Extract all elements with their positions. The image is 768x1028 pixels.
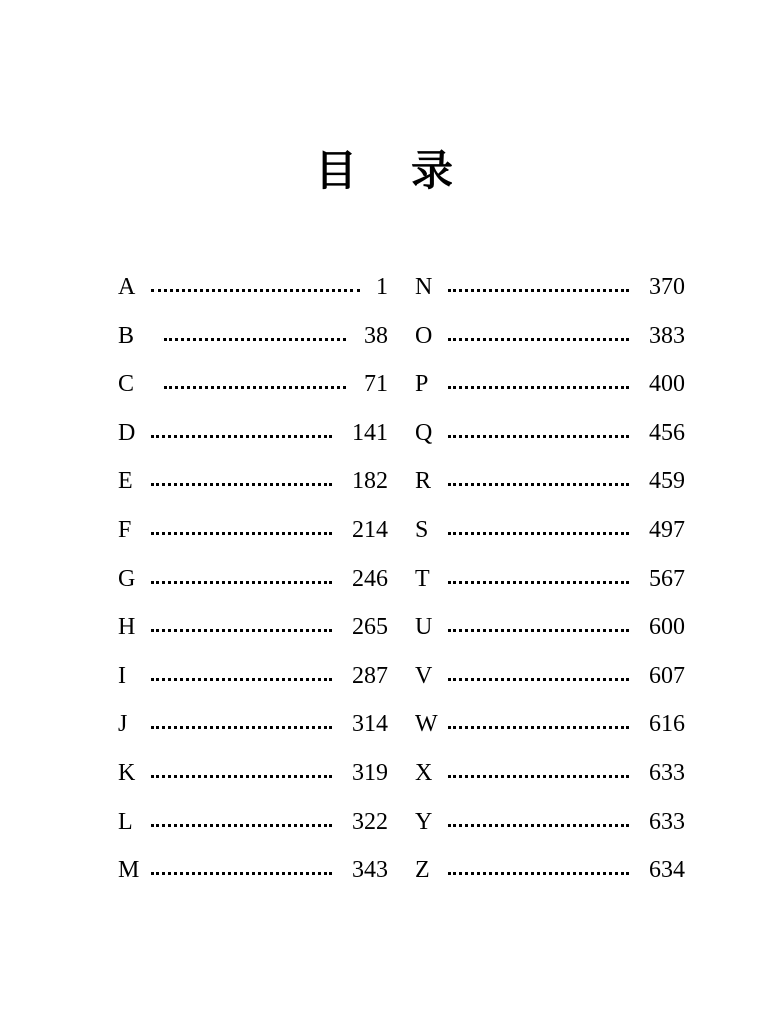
toc-entry[interactable] [118, 855, 388, 885]
toc-letter: Z [415, 857, 430, 884]
toc-entry[interactable] [415, 418, 685, 448]
toc-letter: B [118, 322, 135, 349]
dot-leader [448, 726, 629, 729]
toc-page-number: 214 [352, 517, 388, 543]
toc-page-number: 322 [352, 808, 388, 835]
toc-page-number: 607 [649, 662, 685, 689]
toc-entry[interactable] [118, 515, 388, 545]
page-title [0, 138, 768, 198]
toc-page-number: 459 [649, 468, 685, 495]
toc-page-number: 567 [649, 565, 685, 592]
toc-entry[interactable] [415, 564, 685, 594]
toc-page-number: 141 [352, 419, 388, 446]
toc-entry[interactable] [118, 564, 388, 594]
dot-leader [164, 386, 346, 389]
dot-leader [448, 289, 629, 292]
toc-entry[interactable] [415, 321, 685, 351]
dot-leader [448, 386, 629, 389]
dot-leader [151, 581, 332, 584]
toc-page-number: 616 [649, 711, 685, 738]
title-char: 录 [411, 146, 508, 195]
toc-letter: P [415, 371, 429, 398]
dot-leader [448, 629, 629, 632]
dot-leader [448, 532, 629, 535]
toc-letter: R [415, 468, 432, 495]
toc-page-number: 71 [364, 371, 388, 398]
toc-page-number: 265 [352, 614, 388, 641]
toc-entry[interactable] [118, 612, 388, 642]
dot-leader [448, 483, 629, 486]
dot-leader [151, 726, 332, 729]
toc-entry[interactable] [415, 661, 685, 691]
toc-entry[interactable] [118, 466, 388, 496]
toc-letter: G [118, 565, 136, 592]
toc-entry[interactable] [118, 321, 388, 351]
dot-leader [151, 532, 332, 535]
toc-page-number: 634 [649, 857, 685, 884]
dot-leader [151, 289, 360, 292]
toc-letter: X [415, 760, 433, 786]
toc-page-number: 246 [352, 565, 388, 592]
toc-letter: F [118, 517, 132, 543]
dot-leader [448, 435, 629, 438]
toc-letter: L [118, 808, 133, 835]
toc-page-number: 287 [352, 662, 388, 689]
toc-page-number: 314 [352, 711, 388, 738]
toc-entry[interactable] [118, 272, 388, 302]
toc-page-number: 38 [364, 322, 388, 349]
toc-page-number: 497 [649, 517, 685, 543]
toc-page-number: 182 [352, 468, 388, 495]
toc-letter: U [415, 614, 433, 641]
dot-leader [151, 483, 332, 486]
toc-page-number: 1 [376, 274, 388, 300]
toc-letter: D [118, 419, 136, 446]
toc-letter: A [118, 274, 136, 300]
dot-leader [448, 775, 629, 778]
toc-entry[interactable] [415, 709, 685, 739]
toc-letter: S [415, 517, 429, 543]
toc-page-number: 319 [352, 760, 388, 786]
toc-page-number: 400 [649, 371, 685, 398]
toc-letter: H [118, 614, 136, 641]
toc-letter: O [415, 322, 433, 349]
toc-page-number: 456 [649, 419, 685, 446]
dot-leader [448, 338, 629, 341]
dot-leader [448, 678, 629, 681]
toc-entry[interactable] [118, 807, 388, 837]
toc-entry[interactable] [415, 272, 685, 302]
dot-leader [151, 629, 332, 632]
toc-page-number: 343 [352, 857, 388, 884]
toc-entry[interactable] [415, 855, 685, 885]
toc-entry[interactable] [118, 369, 388, 399]
toc-letter: Q [415, 419, 433, 446]
toc-page-number: 633 [649, 760, 685, 786]
toc-page-number: 370 [649, 274, 685, 300]
toc-letter: I [118, 662, 126, 689]
toc-letter: N [415, 274, 433, 300]
toc-entry[interactable] [415, 612, 685, 642]
toc-letter: V [415, 662, 433, 689]
dot-leader [151, 872, 332, 875]
toc-entry[interactable] [118, 661, 388, 691]
toc-entry[interactable] [415, 807, 685, 837]
title-char: 目 [314, 146, 411, 195]
toc-letter: E [118, 468, 133, 495]
toc-entry[interactable] [415, 466, 685, 496]
toc-letter: T [415, 565, 430, 592]
toc-page-number: 383 [649, 322, 685, 349]
toc-entry[interactable] [118, 418, 388, 448]
dot-leader [151, 678, 332, 681]
dot-leader [448, 824, 629, 827]
toc-letter: W [415, 711, 438, 738]
toc-entry[interactable] [118, 758, 388, 788]
dot-leader [164, 338, 346, 341]
dot-leader [151, 824, 332, 827]
toc-entry[interactable] [118, 709, 388, 739]
toc-letter: M [118, 857, 140, 884]
dot-leader [448, 872, 629, 875]
toc-page-number: 600 [649, 614, 685, 641]
toc-entry[interactable] [415, 369, 685, 399]
toc-page-number: 633 [649, 808, 685, 835]
dot-leader [448, 581, 629, 584]
toc-entry[interactable] [415, 515, 685, 545]
toc-entry[interactable] [415, 758, 685, 788]
toc-letter: J [118, 711, 128, 738]
toc-letter: Y [415, 808, 433, 835]
dot-leader [151, 775, 332, 778]
toc-letter: K [118, 760, 136, 786]
toc-letter: C [118, 371, 135, 398]
dot-leader [151, 435, 332, 438]
